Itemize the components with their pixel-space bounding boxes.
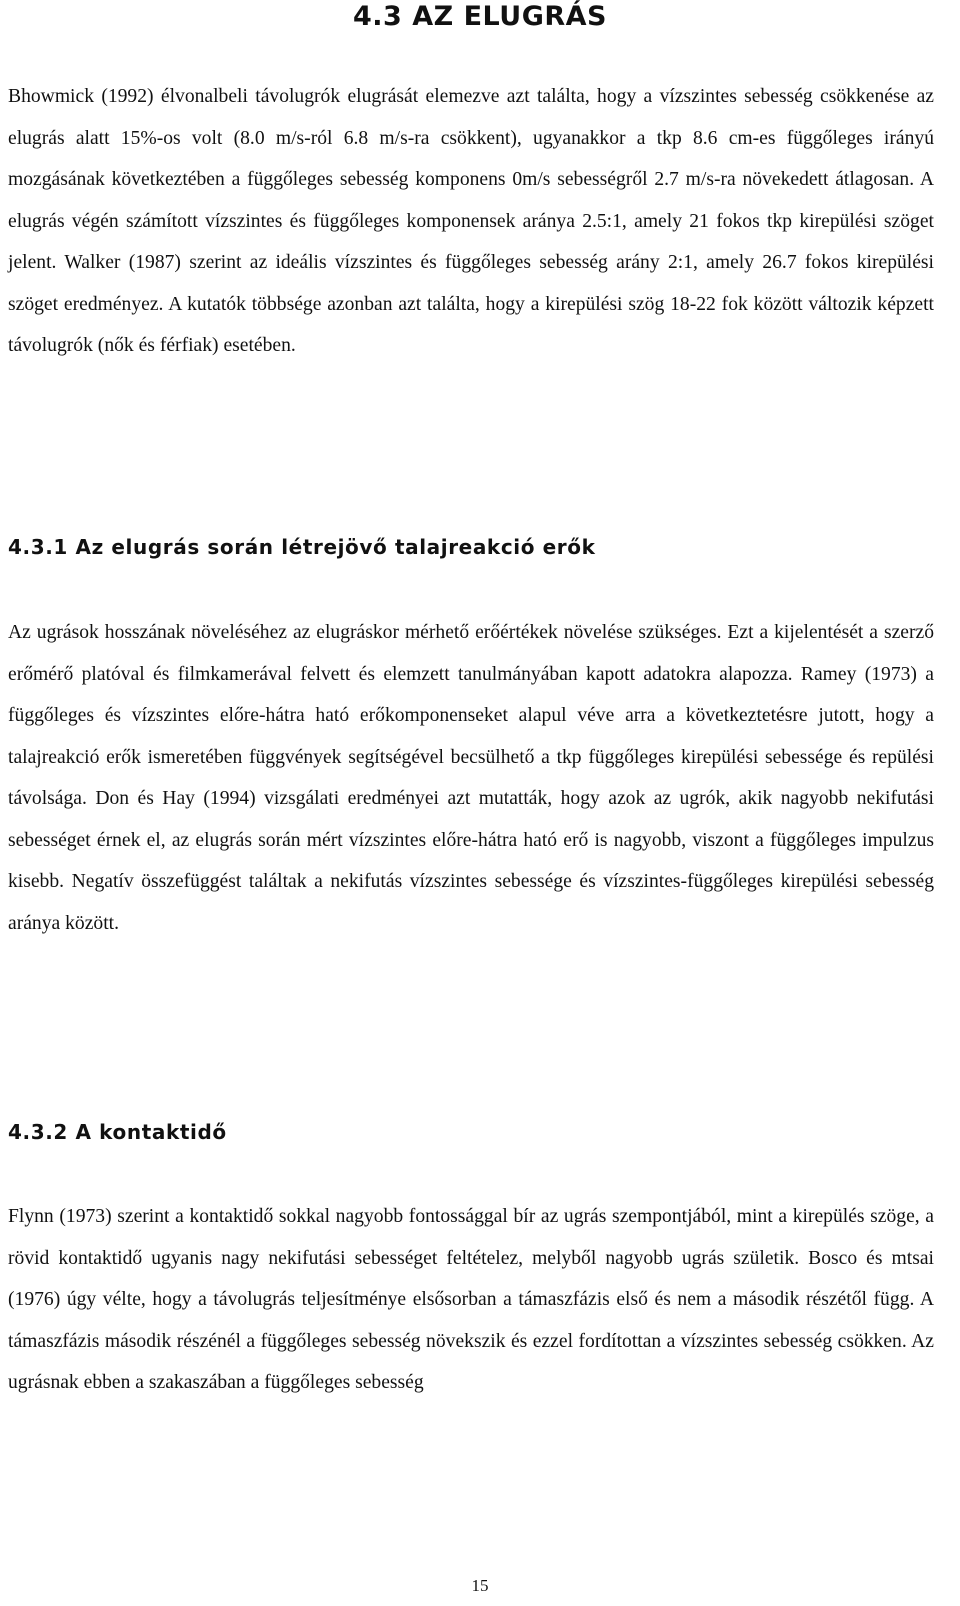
intro-paragraph: Bhowmick (1992) élvonalbeli távolugrók elugrását elemezve azt találta, hogy a vízszintes sebesség csökkenése az elugrás alatt 15%-os volt (8.0 m/s-ról 6.8 m/s-ra csökkent), ugyanakkor a tkp 8.6 cm-es függőleges irányú mozgásának következtében a függőleges sebesség komponens 0m/s sebességről 2.7 m/s-ra növekedett átlagosan. A elugrás végén számított vízszintes és függőleges komponensek aránya 2.5:1, amely 21 fokos tkp kirepülési szöget jelent. Walker (1987) szerint az ideális vízszintes és függőleges sebesség arány 2:1, amely 26.7 fokos kirepülési szöget eredményez. A kutatók többsége azonban azt találta, hogy a kirepülési szög 18-22 fok között változik képzett távolugrók (nők és férfiak) esetében. (8, 86, 934, 356)
ground-reaction-paragraph: Az ugrások hosszának növeléséhez az elugráskor mérhető erőértékek növelése szükséges. Ezt a kijelentését a szerző erőmérő platóval és filmkamerával felvett és elemzett tanulmányában kapott adatokra alapozza. Ramey (1973) a függőleges és vízszintes előre-hátra ható erőkomponenseket alapul véve arra a következtetésre jutott, hogy a talajreakció erők ismeretében függvények segítségével becsülhető a tkp függőleges kirepülési sebessége és repülési távolsága. Don és Hay (1994) vizsgálati eredményei azt mutatták, hogy azok az ugrók, akik nagyobb nekifutási sebességet érnek el, az elugrás során mért vízszintes előre-hátra ható erő is nagyobb, viszont a függőleges impulzus kisebb. Negatív összefüggést találtak a nekifutás vízszintes sebessége és vízszintes-függőleges kirepülési sebesség aránya között. (8, 622, 934, 934)
page-number: 15 (471, 1576, 489, 1595)
contact-time-paragraph: Flynn (1973) szerint a kontaktidő sokkal nagyobb fontossággal bír az ugrás szempontjából, mint a kirepülés szöge, a rövid kontaktidő ugyanis nagy nekifutási sebességet feltételez, melyből nagyobb ugrás születik. Bosco és mtsai (1976) úgy vélte, hogy a távolugrás teljesítménye elsősorban a támaszfázis első és nem a második részétől függ. A támaszfázis második részénél a függőleges sebesség növekszik és ezzel fordítottan a vízszintes sebesség csökken. Az ugrásnak ebben a szakaszában a függőleges sebesség (8, 1206, 934, 1393)
section-heading: 4.3 AZ ELUGRÁS (352, 1, 607, 32)
subsection-heading-4-3-1: 4.3.1 Az elugrás során létrejövő talajreakció erők (8, 535, 596, 559)
subsection-heading-4-3-2: 4.3.2 A kontaktidő (8, 1120, 227, 1144)
